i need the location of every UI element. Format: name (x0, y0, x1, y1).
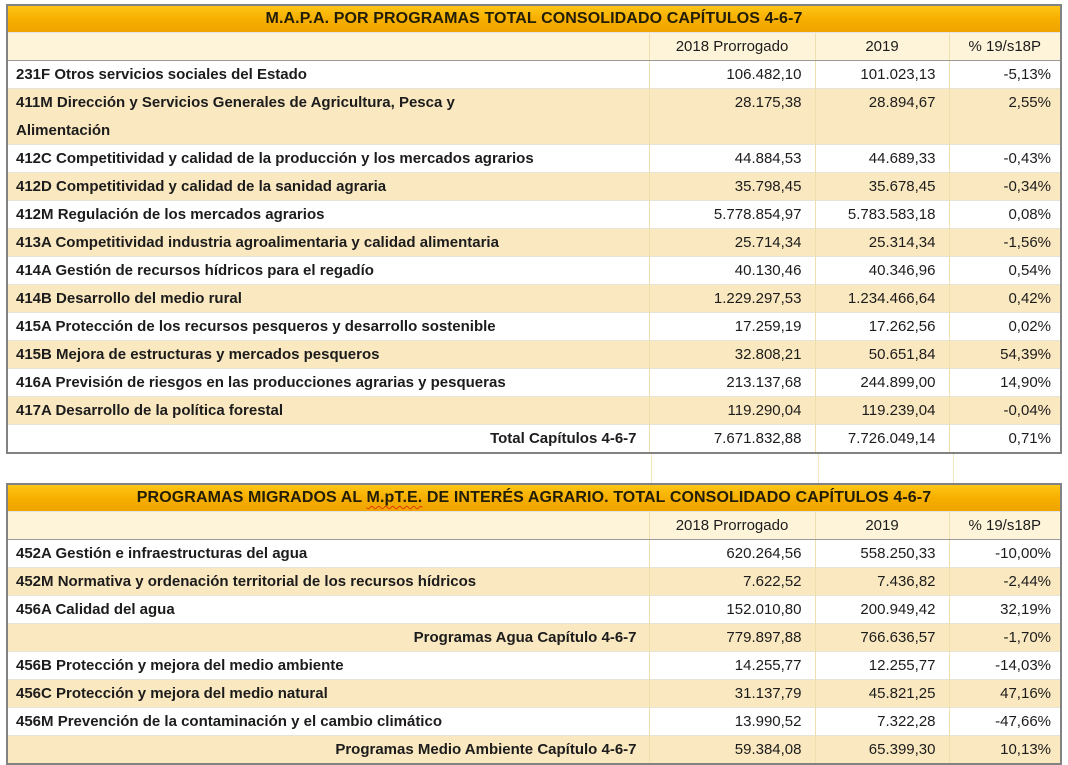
gap-col-2019 (819, 454, 954, 483)
value-pct: 47,16% (949, 680, 1060, 708)
migrados-title-prefix: PROGRAMAS MIGRADOS AL (136, 489, 367, 506)
value-2019: 12.255,77 (815, 652, 949, 680)
value-2018: 106.482,10 (649, 61, 815, 89)
value-2018: 213.137,68 (649, 369, 815, 397)
value-pct: -5,13% (949, 61, 1060, 89)
program-label: 412C Competitividad y calidad de la producción y los mercados agrarios (8, 145, 649, 173)
mapa-table (8, 33, 1060, 452)
value-pct: -14,03% (949, 652, 1060, 680)
migrados-table-panel (6, 483, 1062, 765)
program-label: 452A Gestión e infraestructuras del agua (16, 545, 308, 562)
value-pct: 2,55% (949, 89, 1060, 145)
mapa-col-program (8, 33, 649, 61)
program-label: 411M Dirección y Servicios Generales de Agricultura, Pesca y Alimentación (8, 89, 649, 145)
value-2019: 44.689,33 (815, 145, 949, 173)
value-2018: 119.290,04 (649, 397, 815, 425)
mapa-col-2018: 2018 Prorrogado (649, 33, 815, 61)
value-2018: 25.714,34 (649, 229, 815, 257)
program-label: 414B Desarrollo del medio rural (8, 285, 649, 313)
value-pct: -0,43% (949, 145, 1060, 173)
migrados-table (8, 512, 1060, 763)
table-row (8, 596, 1060, 624)
value-2018: 31.137,79 (649, 680, 815, 708)
table-row (8, 201, 1060, 229)
table-row (8, 652, 1060, 680)
value-2019: 1.234.466,64 (815, 285, 949, 313)
program-label: Programas Medio Ambiente Capítulo 4-6-7 (8, 736, 649, 764)
table-row (8, 229, 1060, 257)
mapa-table-body (8, 61, 1060, 453)
value-2018: 7.622,52 (649, 568, 815, 596)
value-2019: 25.314,34 (815, 229, 949, 257)
value-pct: 0,71% (949, 425, 1060, 453)
program-label: 412D Competitividad y calidad de la sanidad agraria (8, 173, 649, 201)
table-gap (6, 454, 1058, 483)
gap-col-program (6, 454, 652, 483)
value-2018: 1.229.297,53 (649, 285, 815, 313)
value-2018: 17.259,19 (649, 313, 815, 341)
migrados-table-title (8, 485, 1060, 512)
migrados-col-program (8, 512, 649, 540)
program-label: 413A Competitividad industria agroalimentaria y calidad alimentaria (8, 229, 649, 257)
gap-col-2018 (652, 454, 819, 483)
value-2018: 7.671.832,88 (649, 425, 815, 453)
value-pct: 10,13% (949, 736, 1060, 764)
program-label: 415A Protección de los recursos pesqueros y desarrollo sostenible (8, 313, 649, 341)
value-2018: 14.255,77 (649, 652, 815, 680)
value-2018: 35.798,45 (649, 173, 815, 201)
value-pct: 0,42% (949, 285, 1060, 313)
migrados-col-pct: % 19/s18P (949, 512, 1060, 540)
value-pct: 32,19% (949, 596, 1060, 624)
value-2018: 28.175,38 (649, 89, 815, 145)
program-label: 231F Otros servicios sociales del Estado (16, 66, 307, 83)
value-2019: 7.726.049,14 (815, 425, 949, 453)
total-row (8, 624, 1060, 652)
value-2019: 200.949,42 (815, 596, 949, 624)
value-pct: -0,34% (949, 173, 1060, 201)
program-label: 456C Protección y mejora del medio natural (8, 680, 649, 708)
value-2019: 17.262,56 (815, 313, 949, 341)
table-row (8, 285, 1060, 313)
mapa-column-header-row (8, 33, 1060, 61)
value-2019: 244.899,00 (815, 369, 949, 397)
program-label: 452M Normativa y ordenación territorial de los recursos hídricos (8, 568, 649, 596)
program-label: Programas Agua Capítulo 4-6-7 (8, 624, 649, 652)
program-label: 412M Regulación de los mercados agrarios (8, 201, 649, 229)
table-row (8, 397, 1060, 425)
table-row (8, 173, 1060, 201)
value-pct: -47,66% (949, 708, 1060, 736)
migrados-title-suffix: DE INTERÉS AGRARIO. TOTAL CONSOLIDADO CAPÍTULOS 4-6-7 (422, 489, 932, 506)
table-row (8, 89, 1060, 145)
value-2018: 44.884,53 (649, 145, 815, 173)
value-2018: 620.264,56 (649, 540, 815, 568)
table-row (8, 313, 1060, 341)
program-label: 456A Calidad del agua (8, 596, 649, 624)
value-pct: -1,56% (949, 229, 1060, 257)
total-row (8, 425, 1060, 453)
table-row (8, 568, 1060, 596)
value-2019: 50.651,84 (815, 341, 949, 369)
table-row (8, 145, 1060, 173)
program-label: 414A Gestión de recursos hídricos para el regadío (8, 257, 649, 285)
value-2018: 40.130,46 (649, 257, 815, 285)
program-label: 416A Previsión de riesgos en las producciones agrarias y pesqueras (8, 369, 649, 397)
table-row (8, 540, 1060, 568)
value-pct: 14,90% (949, 369, 1060, 397)
value-pct: 0,08% (949, 201, 1060, 229)
table-row (8, 369, 1060, 397)
program-label: 415B Mejora de estructuras y mercados pesqueros (8, 341, 649, 369)
value-2018: 152.010,80 (649, 596, 815, 624)
table-row (8, 680, 1060, 708)
value-2018: 32.808,21 (649, 341, 815, 369)
value-2019: 35.678,45 (815, 173, 949, 201)
value-2018: 779.897,88 (649, 624, 815, 652)
mapa-col-2019: 2019 (815, 33, 949, 61)
value-pct: 54,39% (949, 341, 1060, 369)
value-2019: 65.399,30 (815, 736, 949, 764)
value-pct: 0,02% (949, 313, 1060, 341)
value-2019: 5.783.583,18 (815, 201, 949, 229)
total-row (8, 736, 1060, 764)
gap-col-pct (954, 454, 1058, 483)
value-2019: 28.894,67 (815, 89, 949, 145)
value-pct: -0,04% (949, 397, 1060, 425)
value-pct: -2,44% (949, 568, 1060, 596)
value-pct: -1,70% (949, 624, 1060, 652)
table-row (8, 257, 1060, 285)
migrados-column-header-row (8, 512, 1060, 540)
mapa-table-panel (6, 4, 1062, 454)
value-2019: 766.636,57 (815, 624, 949, 652)
program-label: 456B Protección y mejora del medio ambiente (8, 652, 649, 680)
value-2019: 558.250,33 (815, 540, 949, 568)
value-2018: 59.384,08 (649, 736, 815, 764)
migrados-table-body (8, 540, 1060, 764)
misspelled-word: M.pT.E. (366, 489, 423, 506)
program-label: 417A Desarrollo de la política forestal (8, 397, 649, 425)
value-2018: 13.990,52 (649, 708, 815, 736)
value-2018: 5.778.854,97 (649, 201, 815, 229)
mapa-table-title (8, 6, 1060, 33)
value-pct: 0,54% (949, 257, 1060, 285)
value-2019: 40.346,96 (815, 257, 949, 285)
table-row (8, 341, 1060, 369)
table-row (8, 61, 1060, 89)
program-label: 456M Prevención de la contaminación y el cambio climático (8, 708, 649, 736)
table-row (8, 708, 1060, 736)
value-2019: 7.436,82 (815, 568, 949, 596)
value-pct: -10,00% (949, 540, 1060, 568)
value-2019: 101.023,13 (815, 61, 949, 89)
value-2019: 119.239,04 (815, 397, 949, 425)
program-label: Total Capítulos 4-6-7 (8, 425, 649, 453)
value-2019: 7.322,28 (815, 708, 949, 736)
migrados-col-2019: 2019 (815, 512, 949, 540)
mapa-col-pct: % 19/s18P (949, 33, 1060, 61)
migrados-col-2018: 2018 Prorrogado (649, 512, 815, 540)
value-2019: 45.821,25 (815, 680, 949, 708)
mapa-title-text: M.A.P.A. POR PROGRAMAS TOTAL CONSOLIDADO CAPÍTULOS 4-6-7 (265, 10, 803, 27)
